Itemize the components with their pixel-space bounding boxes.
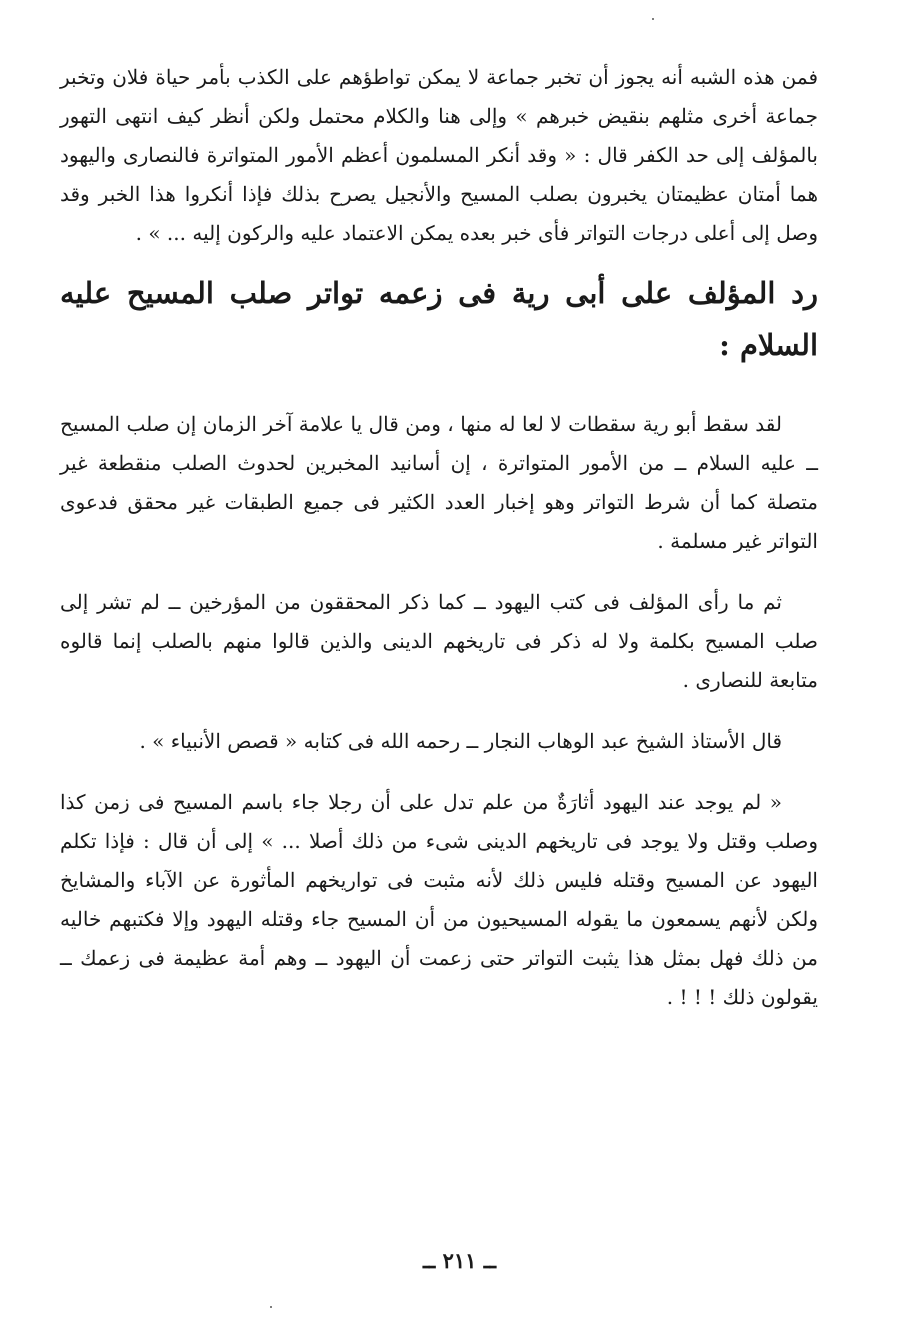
- spacer: [60, 371, 818, 405]
- paragraph-3: ثم ما رأى المؤلف فى كتب اليهود ــ كما ذكر المحققون من المؤرخين ــ لم تشر إلى صلب المسيح بكلمة ولا له ذكر فى تاريخهم الدينى والذين قالوا منهم بالصلب إنما قالوه متابعة للنصارى .: [60, 590, 818, 692]
- spacer: [60, 761, 818, 783]
- paragraph-4: قال الأستاذ الشيخ عبد الوهاب النجار ــ رحمه الله فى كتابه « قصص الأنبياء » .: [139, 729, 782, 753]
- paragraph-1: فمن هذه الشبه أنه يجوز أن تخبر جماعة لا يمكن تواطؤهم على الكذب بأمر حياة فلان وتخبر جماعة أخرى مثلهم بنقيض خبرهم » وإلى هنا والكلام محتمل ولكن أنظر كيف انتهى التهور بالمؤلف إلى حد الكفر قال : « وقد أنكر المسلمون أعظم الأمور المتواترة فالنصارى واليهود هما أمتان عظيمتان يخبرون بصلب المسيح والأنجيل يصرح بذلك فإذا أنكروا هذا الخبر وقد وصل إلى أعلى درجات التواتر فأى خبر بعده يمكن الاعتماد عليه والركون إليه ... » .: [60, 65, 818, 245]
- section-heading: رد المؤلف على أبى رية فى زعمه تواتر صلب المسيح عليه السلام :: [60, 276, 818, 362]
- paragraph-2: لقد سقط أبو رية سقطات لا لعا له منها ، ومن قال يا علامة آخر الزمان إن صلب المسيح ــ عليه السلام ــ من الأمور المتواترة ، إن أسانيد المخبرين لحدوث الصلب منقطعة غير متصلة كما أن شرط التواتر وهو إخبار العدد الكثير فى جميع الطبقات غير محقق فدعوى التواتر غير مسلمة .: [60, 412, 818, 553]
- document-page: [60, 58, 818, 1017]
- paragraph-5: « لم يوجد عند اليهود أثارَةٌ من علم تدل على أن رجلا جاء باسم المسيح فى زمن كذا وصلب وقتل ولا يوجد فى تاريخهم الدينى شىء من ذلك أصلا ... » إلى أن قال : فإذا تكلم اليهود عن المسيح وقتله فليس ذلك لأنه مثبت فى تواريخهم المأثورة عن الآباء والمشايخ ولكن لأنهم يسمعون ما يقوله المسيحيون من أن المسيح جاء وقتله اليهود وإلا فكتبهم خاليه من ذلك فهل بمثل هذا يثبت التواتر حتى زعمت أن اليهود ــ وهم أمة عظيمة فى زعمك ــ يقولون ذلك ! ! ! .: [60, 790, 818, 1009]
- page-number: ــ ٢١١ ــ: [422, 1248, 497, 1273]
- spacer: [60, 561, 818, 583]
- scan-speck: [270, 1306, 272, 1308]
- spacer: [60, 700, 818, 722]
- scan-speck: [652, 18, 654, 20]
